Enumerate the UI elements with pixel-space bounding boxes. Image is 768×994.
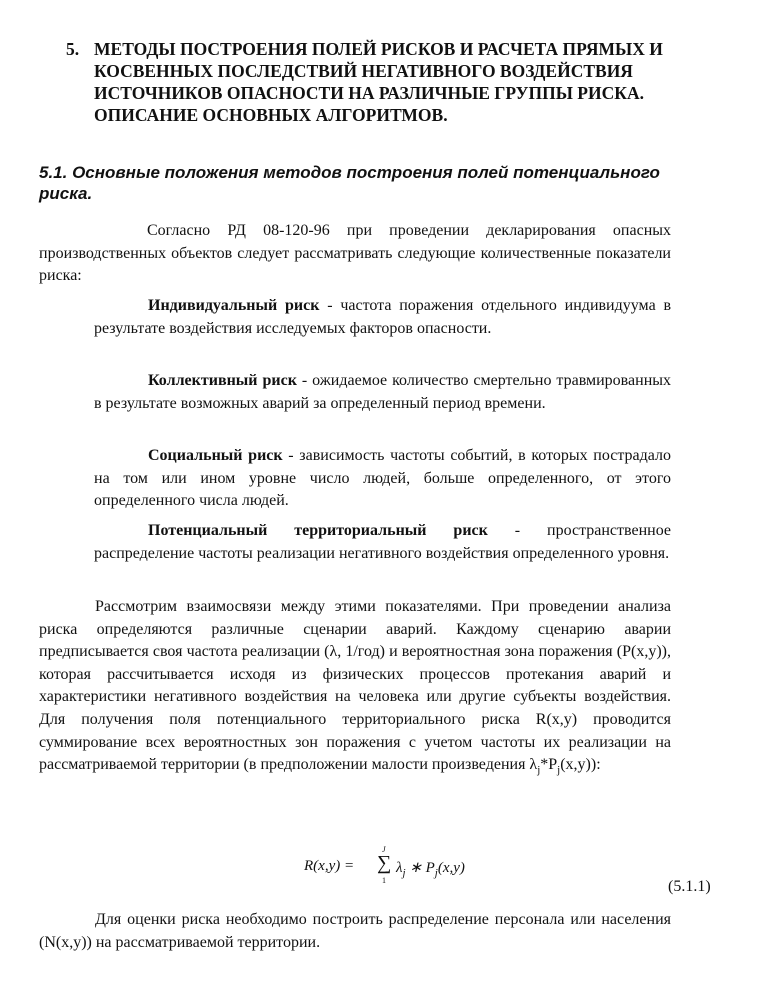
chapter-title: МЕТОДЫ ПОСТРОЕНИЯ ПОЛЕЙ РИСКОВ И РАСЧЕТА ПРЯМЫХ И КОСВЕННЫХ ПОСЛЕДСТВИЙ НЕГАТИВНОГО ВОЗДЕЙСТВИЯ ИСТОЧНИКОВ ОПАСНОСТИ НА РАЗЛИЧНЫЕ ГРУППЫ РИСКА. ОПИСАНИЕ ОСНОВНЫХ АЛГОРИТМОВ.: [94, 39, 663, 125]
sum-upper-limit: J: [382, 845, 386, 854]
term-individual: Индивидуальный риск: [148, 297, 320, 314]
sum-symbol: ∑: [377, 852, 392, 874]
risk-formula: [304, 846, 504, 886]
intro-paragraph: Согласно РД 08-120-96 при проведении декларирования опасных производственных объектов следует рассматривать следующие количественные показатели риска:: [39, 222, 671, 285]
def-collective: - ожидаемое количество смертельно травмированных в результате возможных аварий за определенный период времени.: [94, 372, 671, 412]
main-tail: ):: [590, 756, 601, 774]
main-text: Рассмотрим взаимосвязи между этими показателями. При проведении анализа риска определяются различные сценарии аварий. Каждому сценарию аварии предписывается своя частота реализации (λ, 1/год) и вероятностная зона поражения (P(x,y)), которая рассчитывается исходя из физических процессов протекания аварий и характеристики негативного воздействия на человека или другие субъекты воздействия. Для получения поля потенциального территориального риска R(x,y) проводится суммирование всех вероятностных зон поражения с учетом частоты их реализации на рассматриваемой территории (в предположении малости произведения: [39, 598, 671, 774]
definition-individual: [94, 295, 671, 340]
chapter-number: 5.: [66, 39, 80, 59]
section-heading: 5.1. Основные положения методов построения полей потенциального риска.: [39, 163, 660, 203]
equation-number: (5.1.1): [668, 878, 711, 895]
final-paragraph: Для оценки риска необходимо построить распределение персонала или населения (N(x,y)) на рассматриваемой территории.: [39, 911, 671, 951]
formula-times-p: ∗ P: [405, 860, 435, 876]
term-collective: Коллективный риск: [148, 372, 297, 389]
term-social: Социальный риск: [148, 447, 283, 464]
formula-args: (x,y): [437, 860, 465, 876]
formula-lambda: λ: [396, 860, 403, 876]
formula-sub-j2: j: [434, 867, 438, 879]
definition-social: [94, 445, 671, 513]
def-individual: - частота поражения отдельного индивидуума в результате воздействия исследуемых факторов опасности.: [94, 297, 671, 337]
def-social: - зависимость частоты событий, в которых пострадало на том или ином уровне число людей, больше определенного, от этого определенного числа людей.: [94, 447, 672, 510]
formula-lhs: R(x,y) =: [304, 858, 355, 874]
formula-rhs: [396, 858, 465, 879]
term-potential: Потенциальный территориальный риск: [148, 522, 488, 539]
inline-sub-j2: j: [557, 764, 561, 777]
inline-lambda: λ: [529, 756, 538, 774]
def-potential: - пространственное распределение частоты реализации негативного воздействия определенного уровня.: [94, 522, 671, 562]
definition-collective: [94, 370, 671, 415]
inline-sub-j: j: [537, 764, 541, 777]
sum-lower-limit: 1: [382, 876, 386, 885]
definition-potential: [94, 520, 671, 565]
formula-sub-j: j: [402, 867, 406, 879]
main-paragraph: Рассмотрим взаимосвязи между этими показателями. При проведении анализа риска определяются различные сценарии аварий. Каждому сценарию аварии предписывается своя частота реализации (λ, 1/год) и вероятностная зона поражения (P(x,y)), которая рассчитывается исходя из физических процессов протекания аварий и характеристики негативного воздействия на человека или другие субъекты воздействия. Для получения поля потенциального территориального риска R(x,y) проводится суммирование всех вероятностных зон поражения с учетом частоты их реализации на рассматриваемой территории (в предположении малости произведения $\lambda_j*P_j(x,y)$):: [39, 598, 671, 777]
